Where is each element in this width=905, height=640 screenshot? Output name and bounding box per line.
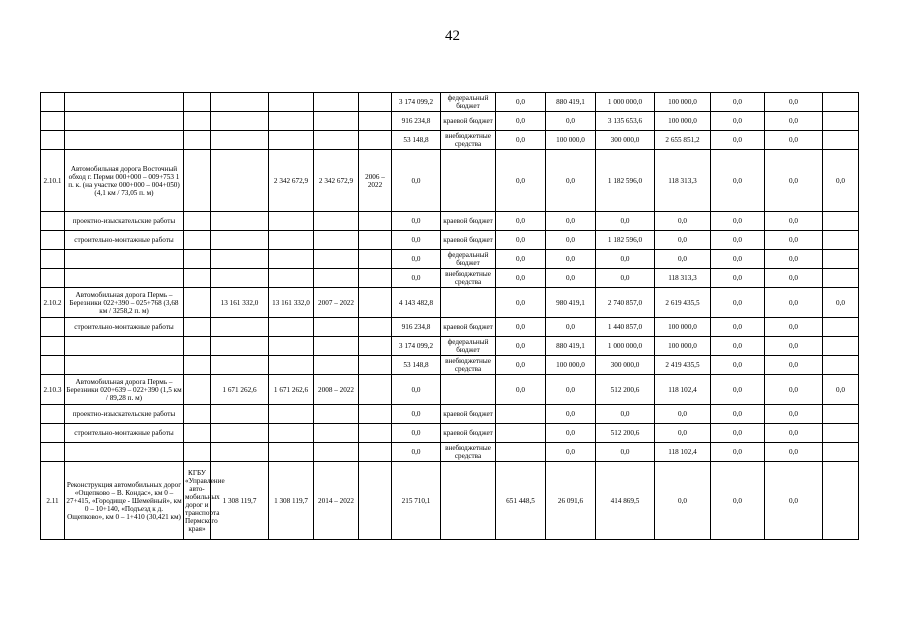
table-cell — [314, 131, 359, 150]
table-cell: 2 619 435,5 — [655, 288, 711, 318]
table-cell — [269, 212, 314, 231]
table-cell: 0,0 — [765, 212, 823, 231]
table-cell: 0,0 — [546, 443, 596, 462]
table-cell — [184, 337, 211, 356]
table-cell: 0,0 — [765, 356, 823, 375]
table-cell: 0,0 — [765, 131, 823, 150]
row-code — [41, 443, 65, 462]
table-cell — [823, 212, 859, 231]
table-cell — [314, 93, 359, 112]
table-cell: 512 200,6 — [596, 375, 655, 405]
table-cell — [211, 443, 269, 462]
row-name — [65, 131, 184, 150]
table-cell: 0,0 — [711, 462, 765, 540]
table-cell: 880 419,1 — [546, 337, 596, 356]
table-cell — [823, 269, 859, 288]
table-cell: федеральный бюджет — [441, 250, 496, 269]
table-cell: 0,0 — [823, 375, 859, 405]
table-cell — [359, 269, 392, 288]
table-cell — [823, 231, 859, 250]
table-cell — [314, 250, 359, 269]
table-cell: 0,0 — [655, 212, 711, 231]
table-cell: 0,0 — [711, 424, 765, 443]
table-cell — [314, 112, 359, 131]
table-cell — [184, 269, 211, 288]
table-cell: 4 143 482,8 — [392, 288, 441, 318]
table-cell: 215 710,1 — [392, 462, 441, 540]
table-cell — [359, 318, 392, 337]
table-cell: 916 234,8 — [392, 318, 441, 337]
table-row — [41, 424, 859, 443]
table-row — [41, 150, 859, 212]
table-cell: 0,0 — [711, 288, 765, 318]
table-cell: 0,0 — [546, 424, 596, 443]
row-name — [65, 250, 184, 269]
table-cell — [184, 356, 211, 375]
table-cell: 0,0 — [655, 405, 711, 424]
table-cell: 0,0 — [711, 250, 765, 269]
table-cell: 0,0 — [765, 150, 823, 212]
row-code: 2.10.2 — [41, 288, 65, 318]
table-cell: 0,0 — [496, 212, 546, 231]
table-cell: краевой бюджет — [441, 112, 496, 131]
table-cell — [823, 318, 859, 337]
table-cell — [359, 356, 392, 375]
table-cell: 0,0 — [655, 231, 711, 250]
table-cell: 0,0 — [765, 269, 823, 288]
table-cell — [211, 93, 269, 112]
table-cell: 0,0 — [711, 443, 765, 462]
table-cell: 880 419,1 — [546, 93, 596, 112]
table-cell: 0,0 — [596, 443, 655, 462]
table-cell: 0,0 — [546, 405, 596, 424]
table-cell: 0,0 — [546, 269, 596, 288]
table-cell: 13 161 332,0 — [211, 288, 269, 318]
table-cell: 0,0 — [711, 375, 765, 405]
table-cell — [359, 212, 392, 231]
table-cell — [359, 250, 392, 269]
table-cell: 2007 – 2022 — [314, 288, 359, 318]
table-row — [41, 212, 859, 231]
table-cell — [823, 131, 859, 150]
table-cell: 0,0 — [496, 150, 546, 212]
table-cell: 980 419,1 — [546, 288, 596, 318]
table-cell: краевой бюджет — [441, 318, 496, 337]
table-cell: 0,0 — [392, 231, 441, 250]
table-cell: 0,0 — [546, 112, 596, 131]
table-cell: 0,0 — [765, 231, 823, 250]
table-row — [41, 288, 859, 318]
table-cell: 0,0 — [765, 443, 823, 462]
table-cell: внебюджетные средства — [441, 356, 496, 375]
table-cell: 0,0 — [823, 288, 859, 318]
table-cell: 0,0 — [392, 250, 441, 269]
table-cell: 0,0 — [496, 112, 546, 131]
table-cell — [184, 443, 211, 462]
table-cell: 0,0 — [496, 250, 546, 269]
table-cell — [496, 424, 546, 443]
table-cell: 0,0 — [711, 131, 765, 150]
table-cell — [184, 112, 211, 131]
table-cell — [496, 443, 546, 462]
table-cell: 0,0 — [546, 250, 596, 269]
table-cell: 2 740 857,0 — [596, 288, 655, 318]
table-row — [41, 131, 859, 150]
table-cell — [359, 424, 392, 443]
table-cell — [211, 231, 269, 250]
table-cell — [359, 288, 392, 318]
table-cell: внебюджетные средства — [441, 269, 496, 288]
table-cell: 0,0 — [765, 375, 823, 405]
table-cell — [823, 356, 859, 375]
table-cell: 0,0 — [711, 337, 765, 356]
table-cell: 1 440 857,0 — [596, 318, 655, 337]
table-cell — [359, 443, 392, 462]
table-cell — [269, 356, 314, 375]
table-cell: 0,0 — [546, 375, 596, 405]
table-row — [41, 318, 859, 337]
table-cell: внебюджетные средства — [441, 131, 496, 150]
table-cell: 0,0 — [496, 356, 546, 375]
table-cell: 53 148,8 — [392, 356, 441, 375]
table-cell — [269, 231, 314, 250]
table-cell: 0,0 — [765, 250, 823, 269]
table-cell — [211, 424, 269, 443]
row-name: строительно-монтажные работы — [65, 318, 184, 337]
row-code — [41, 131, 65, 150]
table-cell: 0,0 — [496, 131, 546, 150]
table-cell: краевой бюджет — [441, 405, 496, 424]
table-cell — [211, 356, 269, 375]
table-cell: 0,0 — [765, 288, 823, 318]
row-name — [65, 112, 184, 131]
table-cell: 1 308 119,7 — [269, 462, 314, 540]
row-name: Автомобильная дорога Пермь – Березники 020+639 – 022+390 (1,5 км / 89,28 п. м) — [65, 375, 184, 405]
table-cell — [211, 337, 269, 356]
table-row — [41, 337, 859, 356]
table-row — [41, 405, 859, 424]
table-cell — [184, 150, 211, 212]
table-cell: 1 308 119,7 — [211, 462, 269, 540]
table-cell — [269, 318, 314, 337]
table-cell — [823, 405, 859, 424]
table-cell — [496, 405, 546, 424]
table-cell: 0,0 — [711, 405, 765, 424]
table-cell: 0,0 — [546, 212, 596, 231]
table-cell — [184, 375, 211, 405]
row-code: 2.11 — [41, 462, 65, 540]
table-row — [41, 462, 859, 540]
row-name: Автомобильная дорога Восточный обход г. Перми 000+000 – 009+753 1 п. к. (на участке 000+000 – 004+050) (4,1 км / 73,05 п. м) — [65, 150, 184, 212]
table-cell: 0,0 — [765, 112, 823, 131]
row-name — [65, 93, 184, 112]
table-row — [41, 93, 859, 112]
table-cell: 2 419 435,5 — [655, 356, 711, 375]
table-row — [41, 375, 859, 405]
row-code: 2.10.1 — [41, 150, 65, 212]
table-cell: 0,0 — [765, 93, 823, 112]
table-cell — [211, 405, 269, 424]
table-cell: 0,0 — [496, 288, 546, 318]
table-cell: 0,0 — [765, 405, 823, 424]
table-cell: 1 182 596,0 — [596, 150, 655, 212]
table-cell — [211, 150, 269, 212]
row-code — [41, 93, 65, 112]
table-cell: 2 655 851,2 — [655, 131, 711, 150]
table-cell — [184, 250, 211, 269]
table-cell — [823, 443, 859, 462]
table-cell — [211, 318, 269, 337]
table-cell: 118 102,4 — [655, 375, 711, 405]
table-cell — [269, 337, 314, 356]
table-cell: 0,0 — [496, 231, 546, 250]
table-cell — [269, 269, 314, 288]
table-cell — [359, 93, 392, 112]
table-cell — [184, 318, 211, 337]
table-cell: 0,0 — [596, 405, 655, 424]
table-cell — [269, 424, 314, 443]
table-cell: 300 000,0 — [596, 131, 655, 150]
table-row — [41, 231, 859, 250]
table-cell: 2 342 672,9 — [314, 150, 359, 212]
table-cell: краевой бюджет — [441, 231, 496, 250]
table-cell — [211, 212, 269, 231]
table-cell: 0,0 — [546, 150, 596, 212]
table-cell: 0,0 — [711, 231, 765, 250]
table-cell — [823, 112, 859, 131]
row-name — [65, 337, 184, 356]
table-cell: 0,0 — [392, 150, 441, 212]
row-code — [41, 405, 65, 424]
table-cell: 0,0 — [711, 318, 765, 337]
table-cell — [269, 443, 314, 462]
table-cell: 916 234,8 — [392, 112, 441, 131]
table-cell: 0,0 — [392, 405, 441, 424]
table-row — [41, 112, 859, 131]
table-cell: 2 342 672,9 — [269, 150, 314, 212]
table-cell: 0,0 — [765, 424, 823, 443]
table-cell — [211, 269, 269, 288]
row-code — [41, 337, 65, 356]
table-cell — [823, 250, 859, 269]
table-cell: 0,0 — [392, 269, 441, 288]
table-cell: 0,0 — [711, 93, 765, 112]
table-cell — [211, 112, 269, 131]
table-cell: 0,0 — [546, 318, 596, 337]
row-name: Реконструкция автомобильных дорог «Ощепково – В. Кондас», км 0 – 27+415, «Городище - Шемейный», км 0 – 10+140, «Подъезд к д. Ощепково», км 0 – 1+410 (30,421 км) — [65, 462, 184, 540]
table-cell — [359, 337, 392, 356]
table-cell: 118 313,3 — [655, 269, 711, 288]
table-cell: 2014 – 2022 — [314, 462, 359, 540]
table-cell — [441, 462, 496, 540]
table-cell: 0,0 — [711, 112, 765, 131]
table-cell — [211, 131, 269, 150]
table-cell: 0,0 — [496, 375, 546, 405]
row-name — [65, 443, 184, 462]
table-cell: внебюджетные средства — [441, 443, 496, 462]
table-cell — [269, 250, 314, 269]
table-cell — [184, 231, 211, 250]
table-cell: 0,0 — [596, 250, 655, 269]
table-cell: 13 161 332,0 — [269, 288, 314, 318]
table-cell — [359, 462, 392, 540]
table-row — [41, 443, 859, 462]
row-name: строительно-монтажные работы — [65, 424, 184, 443]
table-cell: 2006 – 2022 — [359, 150, 392, 212]
table-cell: 2008 – 2022 — [314, 375, 359, 405]
table-cell: 512 200,6 — [596, 424, 655, 443]
table-row — [41, 250, 859, 269]
table-cell — [269, 112, 314, 131]
row-code — [41, 250, 65, 269]
table-cell — [359, 375, 392, 405]
table-cell: 0,0 — [655, 250, 711, 269]
table-cell — [184, 405, 211, 424]
table-cell: 0,0 — [496, 337, 546, 356]
row-name — [65, 269, 184, 288]
row-code — [41, 269, 65, 288]
table-cell: 3 135 653,6 — [596, 112, 655, 131]
table-cell — [823, 462, 859, 540]
table-cell — [314, 356, 359, 375]
table-cell: 0,0 — [496, 318, 546, 337]
row-name: проектно-изыскательские работы — [65, 212, 184, 231]
table-cell — [314, 424, 359, 443]
table-cell: 0,0 — [711, 269, 765, 288]
table-row — [41, 356, 859, 375]
table-cell: 0,0 — [765, 318, 823, 337]
table-cell: краевой бюджет — [441, 212, 496, 231]
table-cell: 100 000,0 — [655, 93, 711, 112]
table-cell: 100 000,0 — [655, 337, 711, 356]
table-cell: КГБУ «Управление авто-мобильных дорог и транспорта Пермского края» — [184, 462, 211, 540]
table-cell: 0,0 — [711, 212, 765, 231]
table-cell — [359, 405, 392, 424]
table-cell — [823, 337, 859, 356]
table-cell: 0,0 — [496, 93, 546, 112]
row-code — [41, 231, 65, 250]
row-code — [41, 356, 65, 375]
table-cell — [184, 93, 211, 112]
table-cell: федеральный бюджет — [441, 337, 496, 356]
table-cell: 100 000,0 — [655, 112, 711, 131]
table-cell: 1 000 000,0 — [596, 93, 655, 112]
table-cell — [359, 112, 392, 131]
table-cell — [184, 424, 211, 443]
table-cell: 0,0 — [596, 212, 655, 231]
table-cell — [441, 150, 496, 212]
budget-table — [40, 92, 859, 540]
table-cell — [314, 318, 359, 337]
table-cell: краевой бюджет — [441, 424, 496, 443]
row-code — [41, 112, 65, 131]
table-cell — [823, 93, 859, 112]
table-cell — [314, 443, 359, 462]
table-cell: 0,0 — [496, 269, 546, 288]
table-cell: 100 000,0 — [655, 318, 711, 337]
table-cell: 651 448,5 — [496, 462, 546, 540]
table-cell: 0,0 — [546, 231, 596, 250]
table-cell — [211, 250, 269, 269]
table-cell: 0,0 — [596, 269, 655, 288]
table-cell — [314, 269, 359, 288]
table-cell: 0,0 — [655, 462, 711, 540]
table-cell: 0,0 — [392, 443, 441, 462]
table-cell: 0,0 — [392, 212, 441, 231]
table-cell: 118 313,3 — [655, 150, 711, 212]
table-cell: 414 869,5 — [596, 462, 655, 540]
table-cell — [441, 288, 496, 318]
table-cell: 26 091,6 — [546, 462, 596, 540]
table-cell: 0,0 — [711, 150, 765, 212]
table-cell: 118 102,4 — [655, 443, 711, 462]
table-row — [41, 269, 859, 288]
page-number: 42 — [445, 28, 460, 44]
table-cell: 3 174 099,2 — [392, 337, 441, 356]
table-cell — [314, 212, 359, 231]
table-cell: 3 174 099,2 — [392, 93, 441, 112]
row-code — [41, 424, 65, 443]
table-cell: федеральный бюджет — [441, 93, 496, 112]
table-cell: 0,0 — [765, 337, 823, 356]
row-code: 2.10.3 — [41, 375, 65, 405]
table-cell: 1 000 000,0 — [596, 337, 655, 356]
table-cell: 0,0 — [765, 462, 823, 540]
table-cell — [359, 131, 392, 150]
row-name — [65, 356, 184, 375]
row-code — [41, 212, 65, 231]
table-cell — [314, 231, 359, 250]
row-name: строительно-монтажные работы — [65, 231, 184, 250]
table-cell — [269, 131, 314, 150]
table-cell — [269, 405, 314, 424]
table-cell: 0,0 — [655, 424, 711, 443]
table-cell — [184, 131, 211, 150]
table-cell — [314, 405, 359, 424]
table-cell — [184, 212, 211, 231]
table-cell — [359, 231, 392, 250]
table-cell — [269, 93, 314, 112]
table-cell: 0,0 — [823, 150, 859, 212]
table-cell — [441, 375, 496, 405]
table-cell — [184, 288, 211, 318]
table-cell: 1 671 262,6 — [269, 375, 314, 405]
table-cell: 53 148,8 — [392, 131, 441, 150]
table-cell: 0,0 — [392, 424, 441, 443]
row-name: проектно-изыскательские работы — [65, 405, 184, 424]
table-cell: 100 000,0 — [546, 131, 596, 150]
table-cell — [823, 424, 859, 443]
table-cell: 1 671 262,6 — [211, 375, 269, 405]
table-cell: 100 000,0 — [546, 356, 596, 375]
table-cell — [314, 337, 359, 356]
table-cell: 300 000,0 — [596, 356, 655, 375]
row-code — [41, 318, 65, 337]
table-cell: 0,0 — [711, 356, 765, 375]
row-name: Автомобильная дорога Пермь – Березники 022+390 – 025+768 (3,68 км / 3258,2 п. м) — [65, 288, 184, 318]
table-cell: 0,0 — [392, 375, 441, 405]
table-cell: 1 182 596,0 — [596, 231, 655, 250]
